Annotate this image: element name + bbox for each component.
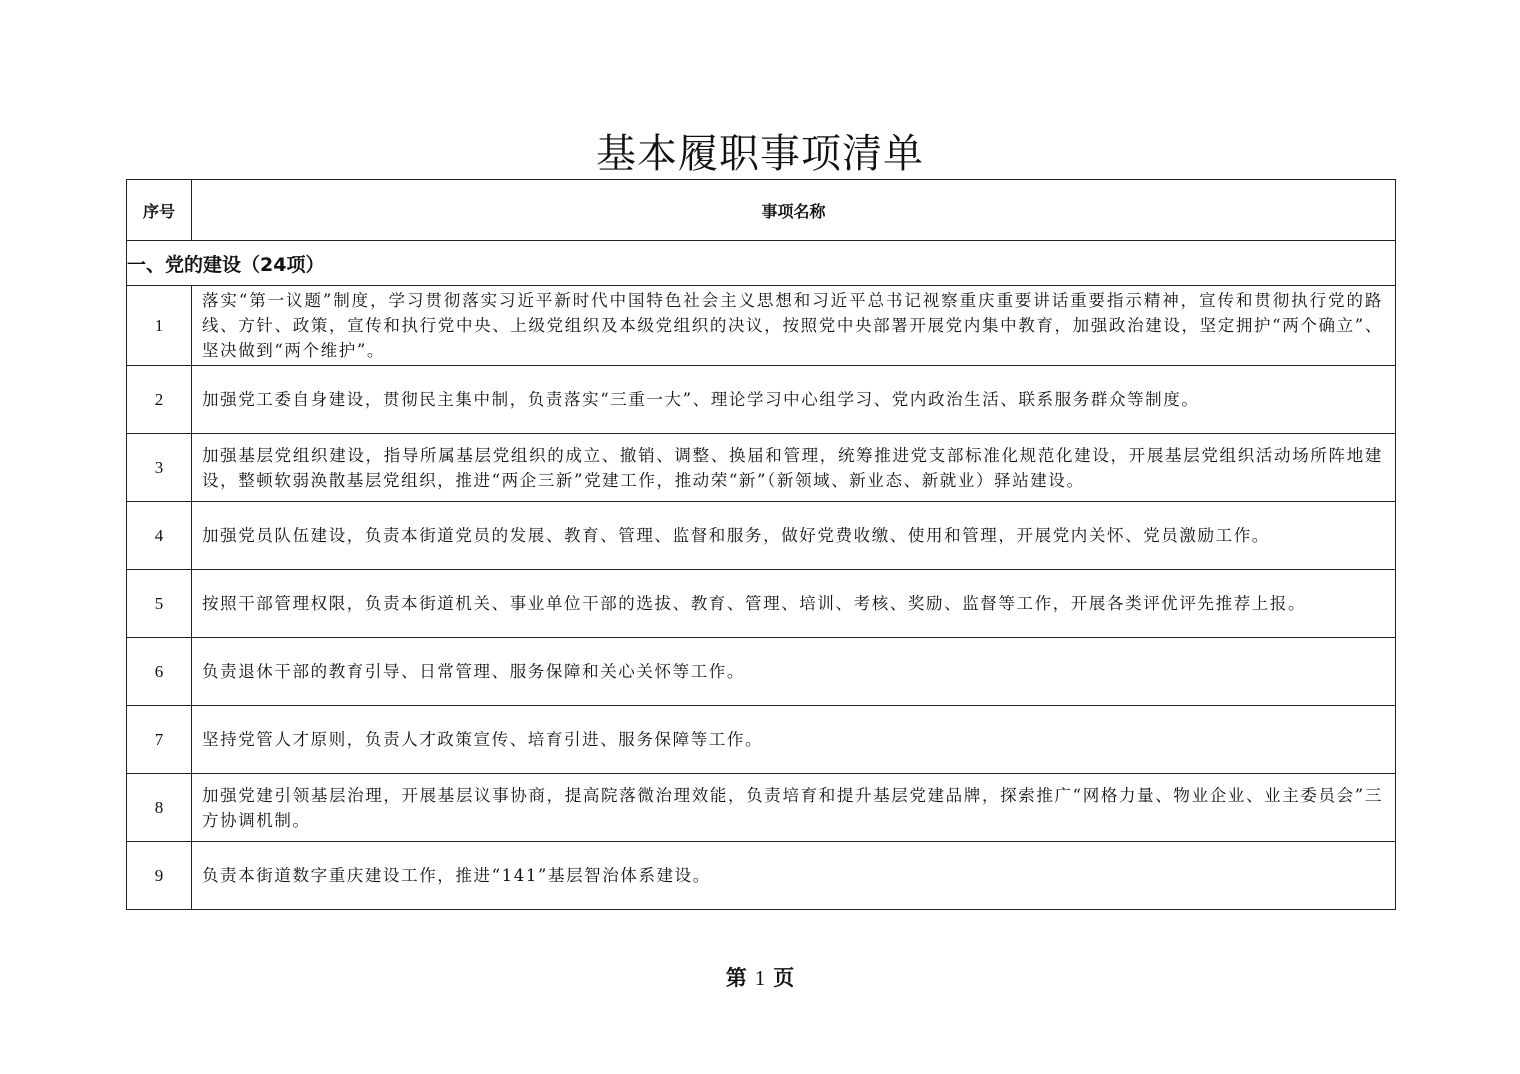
table-row (127, 842, 1396, 910)
row-index: 8 (127, 774, 192, 842)
row-index: 9 (127, 842, 192, 910)
row-index: 7 (127, 706, 192, 774)
row-item-text: 按照干部管理权限，负责本街道机关、事业单位干部的选拔、教育、管理、培训、考核、奖励、监督等工作，开展各类评优评先推荐上报。 (192, 570, 1396, 638)
page-number: 1 (754, 966, 766, 990)
row-index: 4 (127, 502, 192, 570)
row-index: 5 (127, 570, 192, 638)
page-footer (0, 962, 1520, 992)
duty-list-table (126, 179, 1396, 910)
table-row (127, 638, 1396, 706)
section-title: 一、党的建设（24项） (127, 241, 1396, 286)
table-row (127, 570, 1396, 638)
row-item-text: 坚持党管人才原则，负责人才政策宣传、培育引进、服务保障等工作。 (192, 706, 1396, 774)
table-row (127, 434, 1396, 502)
row-item-text: 负责退休干部的教育引导、日常管理、服务保障和关心关怀等工作。 (192, 638, 1396, 706)
page-label-prefix: 第 (725, 966, 747, 990)
table-row (127, 366, 1396, 434)
table-row (127, 706, 1396, 774)
row-item-text: 加强基层党组织建设，指导所属基层党组织的成立、撤销、调整、换届和管理，统筹推进党支部标准化规范化建设，开展基层党组织活动场所阵地建设，整顿软弱涣散基层党组织，推进“两企三新”党建工作，推动荣“新”（新领域、新业态、新就业）驿站建设。 (192, 434, 1396, 502)
row-item-text: 负责本街道数字重庆建设工作，推进“141”基层智治体系建设。 (192, 842, 1396, 910)
page-label-suffix: 页 (773, 966, 795, 990)
row-item-text: 加强党员队伍建设，负责本街道党员的发展、教育、管理、监督和服务，做好党费收缴、使用和管理，开展党内关怀、党员激励工作。 (192, 502, 1396, 570)
row-item-text: 加强党工委自身建设，贯彻民主集中制，负责落实“三重一大”、理论学习中心组学习、党内政治生活、联系服务群众等制度。 (192, 366, 1396, 434)
section-row (127, 241, 1396, 286)
table-row (127, 774, 1396, 842)
header-index: 序号 (127, 180, 192, 241)
table-row (127, 502, 1396, 570)
table-header-row (127, 180, 1396, 241)
row-index: 6 (127, 638, 192, 706)
row-index: 2 (127, 366, 192, 434)
page-title: 基本履职事项清单 (596, 131, 924, 177)
row-index: 1 (127, 286, 192, 366)
header-item-name: 事项名称 (192, 180, 1396, 241)
row-item-text: 加强党建引领基层治理，开展基层议事协商，提高院落微治理效能，负责培育和提升基层党建品牌，探索推广“网格力量、物业企业、业主委员会”三方协调机制。 (192, 774, 1396, 842)
row-index: 3 (127, 434, 192, 502)
row-item-text: 落实“第一议题”制度，学习贯彻落实习近平新时代中国特色社会主义思想和习近平总书记视察重庆重要讲话重要指示精神，宣传和贯彻执行党的路线、方针、政策，宣传和执行党中央、上级党组织及本级党组织的决议，按照党中央部署开展党内集中教育，加强政治建设，坚定拥护“两个确立”、坚决做到“两个维护”。 (192, 286, 1396, 366)
table-row (127, 286, 1396, 366)
